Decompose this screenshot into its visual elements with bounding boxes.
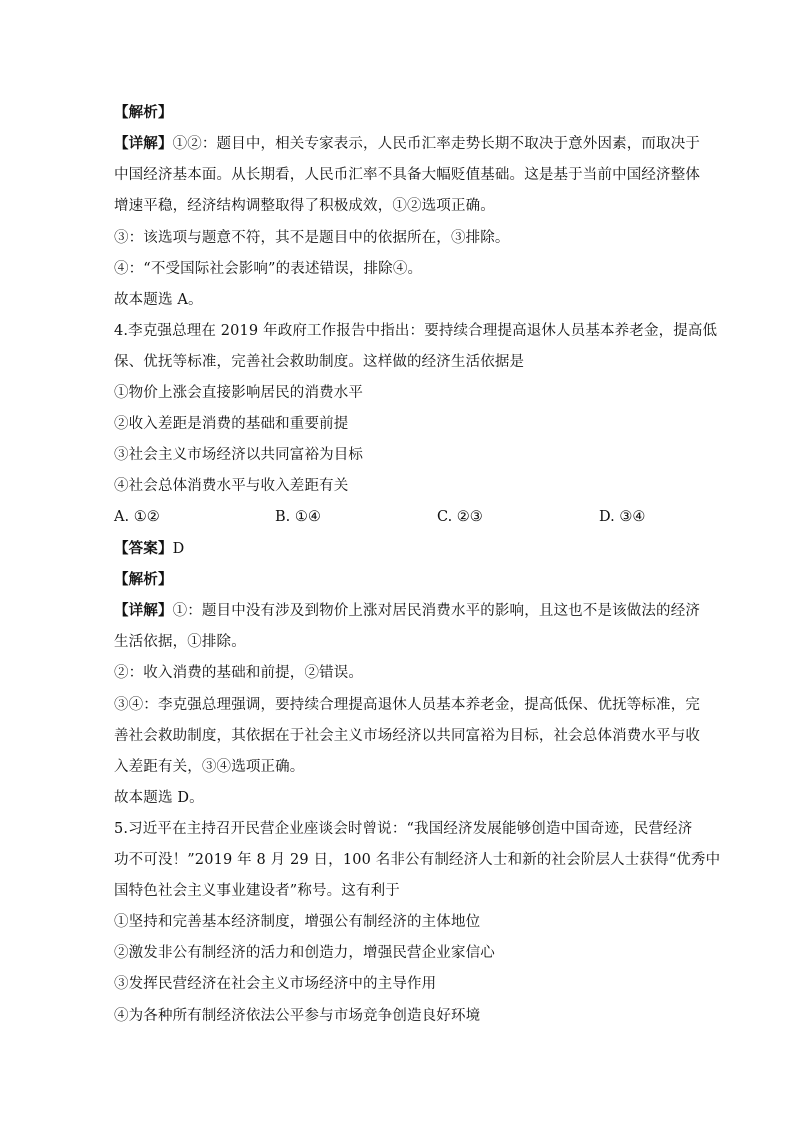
statement-item: ①坚持和完善基本经济制度，增强公有制经济的主体地位 (114, 914, 481, 930)
statement-item: ④社会总体消费水平与收入差距有关 (114, 478, 349, 494)
analysis-point: ④：“不受国际社会影响”的表述错误，排除④。 (114, 261, 423, 277)
option-b: B. ①④ (275, 509, 321, 525)
question-stem: 保、优抚等标准，完善社会救助制度。这样做的经济生活依据是 (114, 354, 525, 370)
detail-label: 【详解】 (114, 135, 173, 152)
detail-paragraph-line (114, 601, 701, 621)
question-stem: 4.李克强总理在 2019 年政府工作报告中指出：要持续合理提高退休人员基本养老金，提高低 (114, 323, 718, 339)
question-stem: 功不可没！”2019 年 8 月 29 日，100 名非公有制经济人士和新的社会阶层人士获得“优秀中 (114, 852, 721, 868)
detail-text: 增速平稳，经济结构调整取得了积极成效，①②选项正确。 (114, 198, 495, 214)
detail-label: 【详解】 (114, 602, 173, 619)
answer-line (114, 539, 694, 559)
analysis-point: ②：收入消费的基础和前提，②错误。 (114, 665, 364, 681)
statement-item: ③发挥民营经济在社会主义市场经济中的主导作用 (114, 976, 437, 992)
detail-text: ①②：题目中，相关专家表示，人民币汇率走势长期不取决于意外因素，而取决于 (172, 136, 701, 152)
option-c: C. ②③ (437, 509, 483, 525)
conclusion: 故本题选 D。 (114, 790, 204, 806)
analysis-point: ③④：李克强总理强调，要持续合理提高退休人员基本养老金，提高低保、优抚等标准，完 (114, 697, 700, 713)
detail-text: ①：题目中没有涉及到物价上涨对居民消费水平的影响，且这也不是该做法的经济 (172, 603, 701, 619)
statement-item: ②激发非公有制经济的活力和创造力，增强民营企业家信心 (114, 945, 495, 961)
answer-label: 【答案】 (114, 540, 173, 557)
statement-item: ③社会主义市场经济以共同富裕为目标 (114, 447, 364, 463)
detail-text: 中国经济基本面。从长期看，人民币汇率不具备大幅贬值基础。这是基于当前中国经济整体 (114, 167, 700, 183)
statement-item: ①物价上涨会直接影响居民的消费水平 (114, 385, 364, 401)
question-stem: 国特色社会主义事业建设者”称号。这有利于 (114, 883, 400, 899)
statement-item: ④为各种所有制经济依法公平参与市场竞争创造良好环境 (114, 1008, 481, 1024)
detail-paragraph-line (114, 134, 701, 154)
answer-value: D (172, 541, 185, 557)
analysis-point: 善社会救助制度，其依据在于社会主义市场经济以共同富裕为目标，社会总体消费水平与收 (114, 728, 700, 744)
option-d: D. ③④ (599, 509, 646, 525)
analysis-heading: 【解析】 (114, 104, 173, 121)
analysis-point: ③：该选项与题意不符，其不是题目中的依据所在，③排除。 (114, 230, 510, 246)
statement-item: ②收入差距是消费的基础和重要前提 (114, 416, 349, 432)
detail-text: 生活依据，①排除。 (114, 634, 246, 650)
analysis-point: 入差距有关，③④选项正确。 (114, 759, 305, 775)
option-a: A. ①② (114, 509, 160, 525)
conclusion: 故本题选 A。 (114, 292, 203, 308)
question-stem: 5.习近平在主持召开民营企业座谈会时曾说：“我国经济发展能够创造中国奇迹，民营经济 (114, 821, 693, 837)
analysis-heading: 【解析】 (114, 571, 173, 588)
